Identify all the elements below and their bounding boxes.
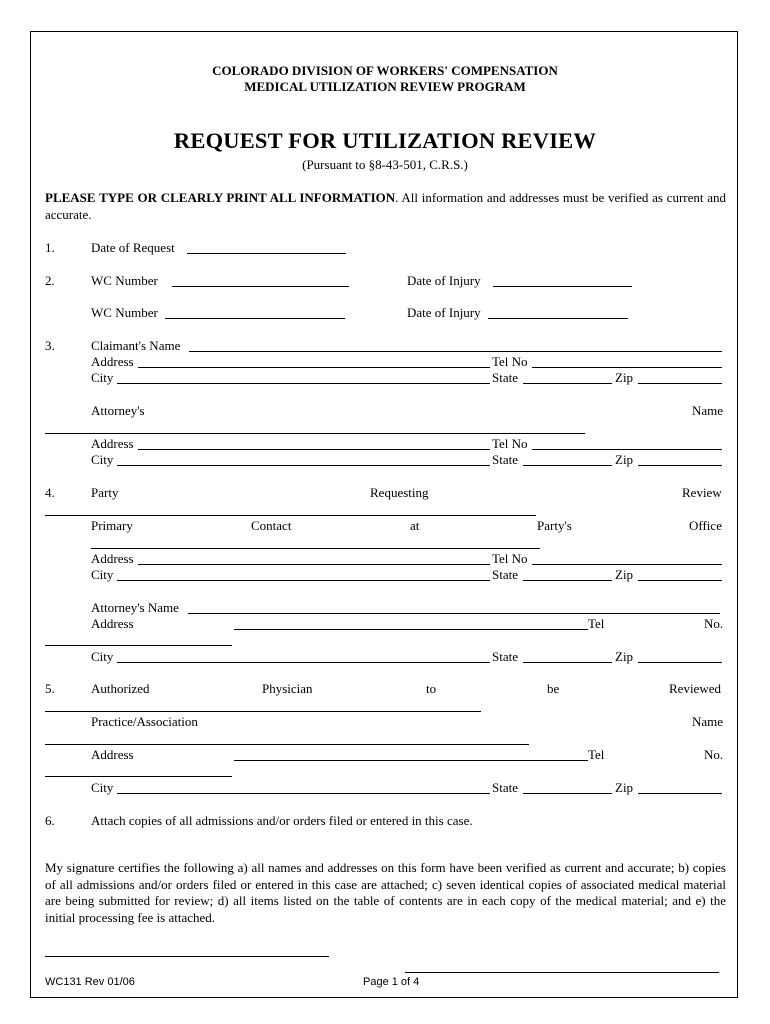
state-label: State: [492, 780, 518, 795]
party-attorney-address-field[interactable]: [234, 629, 588, 630]
party-state-field[interactable]: [523, 580, 612, 581]
state-label: State: [492, 452, 518, 467]
item-number: 5.: [45, 681, 55, 696]
tel-label: Tel: [588, 747, 605, 762]
city-label: City: [91, 649, 114, 664]
physician-state-field[interactable]: [523, 793, 612, 794]
city-label: City: [91, 452, 114, 467]
attorneys-name-label: Attorney's Name: [91, 600, 179, 615]
item-number: 3.: [45, 338, 55, 353]
tel-no-label: Tel No: [492, 551, 528, 566]
wc-number-field[interactable]: [172, 286, 349, 287]
statute-reference: (Pursuant to §8-43-501, C.R.S.): [302, 157, 468, 172]
claimant-state-field[interactable]: [523, 383, 612, 384]
party-attorney-zip-field[interactable]: [638, 662, 722, 663]
physician-tel-field[interactable]: [45, 776, 232, 777]
attorney-tel-field[interactable]: [532, 449, 722, 450]
city-label: City: [91, 780, 114, 795]
physician-zip-field[interactable]: [638, 793, 722, 794]
attorney-city-field[interactable]: [117, 465, 490, 466]
physician-name-field[interactable]: [45, 711, 481, 712]
item-number: 6.: [45, 813, 55, 828]
page-number: Page 1 of 4: [363, 976, 420, 988]
city-label: City: [91, 370, 114, 385]
physician-label: Physician: [262, 681, 313, 696]
state-label: State: [492, 370, 518, 385]
instructions-rest: . All information and addresses must be verified as current and accurate.: [45, 190, 726, 222]
date-of-injury-field-2[interactable]: [488, 318, 628, 319]
party-attorney-name-field[interactable]: [188, 613, 720, 614]
tel-no-label: Tel No: [492, 436, 528, 451]
attorney-name-field[interactable]: [45, 433, 585, 434]
claimant-tel-field[interactable]: [532, 367, 722, 368]
physician-city-field[interactable]: [117, 793, 490, 794]
zip-label: Zip: [615, 780, 634, 795]
city-label: City: [91, 567, 114, 582]
attorney-state-field[interactable]: [523, 465, 612, 466]
party-address-field[interactable]: [138, 564, 490, 565]
physician-address-field[interactable]: [234, 760, 588, 761]
date-of-injury-field[interactable]: [493, 286, 632, 287]
to-label: to: [426, 681, 437, 696]
instructions: [45, 190, 726, 223]
address-label: Address: [91, 354, 134, 369]
address-label: Address: [91, 551, 134, 566]
attach-copies-instruction: Attach copies of all admissions and/or orders filed or entered in this case.: [91, 813, 473, 828]
claimant-city-field[interactable]: [117, 383, 490, 384]
page-title: REQUEST FOR UTILIZATION REVIEW: [173, 128, 597, 153]
date-signature-field[interactable]: [405, 972, 719, 973]
claimants-name-field[interactable]: [189, 351, 722, 352]
date-of-request-label: Date of Request: [91, 240, 175, 255]
no-label: No.: [704, 747, 724, 762]
party-tel-field[interactable]: [532, 564, 722, 565]
contact-label: Contact: [251, 518, 292, 533]
tel-no-label: Tel No: [492, 354, 528, 369]
zip-label: Zip: [615, 452, 634, 467]
certification-statement: My signature certifies the following a) all names and addresses on this form have been verified as current and accurate; b) copies of all admissions and/or orders filed or entered in this case are attached; c) seven identical copies of associated medical material are being submitted for review; d) all items listed on the table of contents are in each copy of the medical material; and e) the initial processing fee is attached.: [45, 860, 726, 925]
agency-name: COLORADO DIVISION OF WORKERS' COMPENSATION: [212, 63, 558, 78]
name-label: Name: [692, 714, 724, 729]
address-label: Address: [91, 616, 134, 631]
date-of-injury-label: Date of Injury: [407, 273, 481, 288]
item-number: 2.: [45, 273, 55, 288]
tel-label: Tel: [588, 616, 605, 631]
authorized-label: Authorized: [91, 681, 150, 696]
attorneys-label: Attorney's: [91, 403, 145, 418]
attorney-address-field[interactable]: [138, 449, 490, 450]
requesting-party-field[interactable]: [45, 515, 536, 516]
party-attorney-state-field[interactable]: [523, 662, 612, 663]
party-city-field[interactable]: [117, 580, 490, 581]
party-attorney-city-field[interactable]: [117, 662, 490, 663]
program-name: MEDICAL UTILIZATION REVIEW PROGRAM: [244, 79, 526, 94]
no-label: No.: [704, 616, 724, 631]
practice-label: Practice/Association: [91, 714, 198, 729]
be-label: be: [547, 681, 560, 696]
wc-number-field-2[interactable]: [165, 318, 345, 319]
form-id: WC131 Rev 01/06: [45, 976, 135, 988]
partys-label: Party's: [537, 518, 572, 533]
claimant-address-field[interactable]: [138, 367, 490, 368]
office-label: Office: [689, 518, 722, 533]
zip-label: Zip: [615, 567, 634, 582]
primary-contact-field[interactable]: [91, 548, 540, 549]
instructions-bold: PLEASE TYPE OR CLEARLY PRINT ALL INFORMATION: [45, 190, 396, 205]
party-attorney-tel-field[interactable]: [45, 645, 232, 646]
item-number: 1.: [45, 240, 55, 255]
primary-label: Primary: [91, 518, 133, 533]
claimants-name-label: Claimant's Name: [91, 338, 181, 353]
state-label: State: [492, 567, 518, 582]
requesting-label: Requesting: [370, 485, 429, 500]
attorney-zip-field[interactable]: [638, 465, 722, 466]
practice-name-field[interactable]: [45, 744, 529, 745]
wc-number-label: WC Number: [91, 305, 158, 320]
zip-label: Zip: [615, 370, 634, 385]
address-label: Address: [91, 436, 134, 451]
reviewed-label: Reviewed: [669, 681, 721, 696]
review-label: Review: [682, 485, 722, 500]
zip-label: Zip: [615, 649, 634, 664]
date-of-request-field[interactable]: [187, 253, 346, 254]
state-label: State: [492, 649, 518, 664]
address-label: Address: [91, 747, 134, 762]
name-label: Name: [692, 403, 724, 418]
wc-number-label: WC Number: [91, 273, 158, 288]
date-of-injury-label: Date of Injury: [407, 305, 481, 320]
at-label: at: [410, 518, 420, 533]
party-zip-field[interactable]: [638, 580, 722, 581]
claimant-zip-field[interactable]: [638, 383, 722, 384]
signature-field[interactable]: [45, 956, 329, 957]
item-number: 4.: [45, 485, 55, 500]
party-label: Party: [91, 485, 119, 500]
